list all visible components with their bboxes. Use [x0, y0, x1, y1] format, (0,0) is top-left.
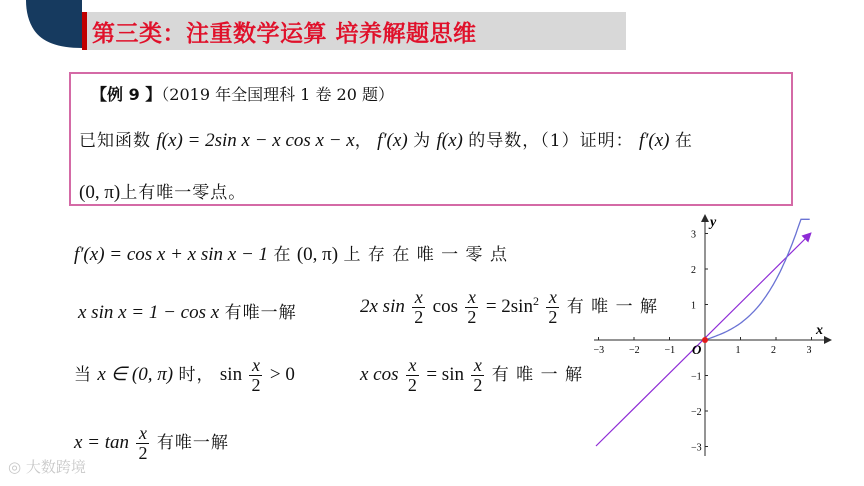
- x-tick-label: −2: [629, 345, 640, 356]
- example-statement-cont: [79, 178, 246, 204]
- frac-den: 2: [467, 306, 477, 327]
- y-tick-label: 3: [691, 229, 696, 241]
- frac-num: x: [414, 287, 423, 307]
- frac-num: x: [467, 287, 476, 307]
- x-tick-label: 2: [771, 345, 776, 356]
- expr-eq-2sin: = 2sin: [485, 295, 533, 317]
- example-statement: [79, 126, 693, 152]
- step-equation-4: [74, 424, 229, 463]
- x-tick-label: 3: [806, 345, 812, 356]
- y-tick-label: −3: [691, 442, 702, 454]
- interval: (0, π): [79, 182, 121, 203]
- expr-2xsin: 2x sin: [360, 295, 405, 317]
- example-heading: [91, 82, 394, 105]
- example-source: （2019 年全国理科 1 卷 20 题）: [161, 85, 394, 104]
- expr-eq-sin: = sin: [426, 363, 464, 385]
- expr-gt-zero: > 0: [269, 363, 295, 385]
- comma: ，: [354, 131, 372, 151]
- derivative-expression: f′(x) = cos x + x sin x − 1: [74, 244, 269, 265]
- function-symbol: f(x): [436, 130, 463, 151]
- y-tick-label: −2: [691, 407, 702, 418]
- expr-x-eq-tan: x = tan: [74, 431, 130, 453]
- example-tag: 【例 9 】: [91, 85, 162, 104]
- y-tick-label: 2: [691, 265, 696, 276]
- expr-cos: cos: [432, 295, 458, 317]
- fraction-x-over-2: [412, 288, 425, 327]
- watermark-text: 大数跨境: [25, 458, 86, 476]
- frac-num: x: [408, 355, 417, 375]
- text-unique-solution: 有 唯 一 解: [491, 364, 583, 385]
- frac-num: x: [473, 355, 482, 375]
- frac-den: 2: [407, 374, 417, 395]
- text-in: 在: [273, 245, 292, 265]
- equation-xsinx: x sin x = 1 − cos x: [78, 302, 220, 323]
- origin-point: [702, 337, 708, 343]
- x-tick-label: −3: [593, 345, 605, 356]
- text-unique-solution: 有唯一解: [224, 303, 297, 323]
- superscript-2: 2: [532, 294, 539, 309]
- fraction-x-over-2: [136, 424, 149, 463]
- expr-sin: sin: [219, 363, 243, 385]
- x-tick-label: 1: [735, 345, 741, 356]
- step-derivative: [74, 240, 508, 266]
- frac-den: 2: [473, 374, 483, 395]
- frac-den: 2: [138, 442, 148, 463]
- fraction-x-over-2: [406, 356, 419, 395]
- y-tick-label: −1: [691, 371, 702, 383]
- x-tick-label: −1: [664, 345, 676, 356]
- frac-den: 2: [251, 374, 261, 395]
- frac-num: x: [548, 287, 557, 307]
- text-unique-solution: 有 唯 一 解: [566, 296, 658, 317]
- fraction-x-over-2: [465, 288, 478, 327]
- expr-x-in-interval: x ∈ (0, π): [97, 363, 174, 385]
- text-in: 在: [674, 131, 693, 151]
- step-equation-1: [78, 298, 297, 324]
- page-title: 第三类：注重数学运算 培养解题思维: [92, 21, 477, 47]
- step-equation-3: [360, 356, 583, 395]
- frac-num: x: [251, 355, 260, 375]
- y-tick-label: 1: [691, 300, 696, 312]
- expr-xcos: x cos: [360, 363, 399, 385]
- derivative-symbol: f′(x): [377, 130, 408, 151]
- fraction-x-over-2: [249, 356, 262, 395]
- derivative-symbol-2: f′(x): [638, 130, 670, 151]
- fraction-x-over-2: [546, 288, 559, 327]
- text-unique-solution: 有唯一解: [156, 432, 229, 453]
- origin-label: O: [692, 342, 702, 357]
- text-known-function: 已知函数: [79, 131, 151, 151]
- frac-den: 2: [548, 306, 558, 327]
- text-is: 为: [413, 131, 432, 151]
- text-unique-zero: 上 存 在 唯 一 零 点: [343, 245, 508, 265]
- text-derivative-prove: 的导数，（1）证明：: [468, 131, 634, 151]
- corner-decoration: [26, 0, 86, 52]
- function-definition: f(x) = 2sin x − x cos x − x: [156, 130, 355, 151]
- function-graph: [588, 212, 838, 462]
- interval: (0, π): [296, 244, 339, 265]
- y-axis-label: y: [710, 215, 717, 230]
- text-when: 当: [74, 364, 92, 385]
- example-box: [69, 72, 793, 206]
- frac-den: 2: [414, 306, 424, 327]
- text-unique-zero: 上有唯一零点。: [120, 183, 247, 203]
- fraction-x-over-2: [471, 356, 484, 395]
- watermark: [8, 456, 86, 477]
- step-condition: [74, 356, 295, 395]
- frac-num: x: [138, 423, 147, 443]
- title-accent: [82, 12, 87, 50]
- x-axis-label: x: [816, 323, 823, 338]
- watermark-icon: ◎: [8, 458, 26, 476]
- text-time: 时，: [178, 364, 215, 385]
